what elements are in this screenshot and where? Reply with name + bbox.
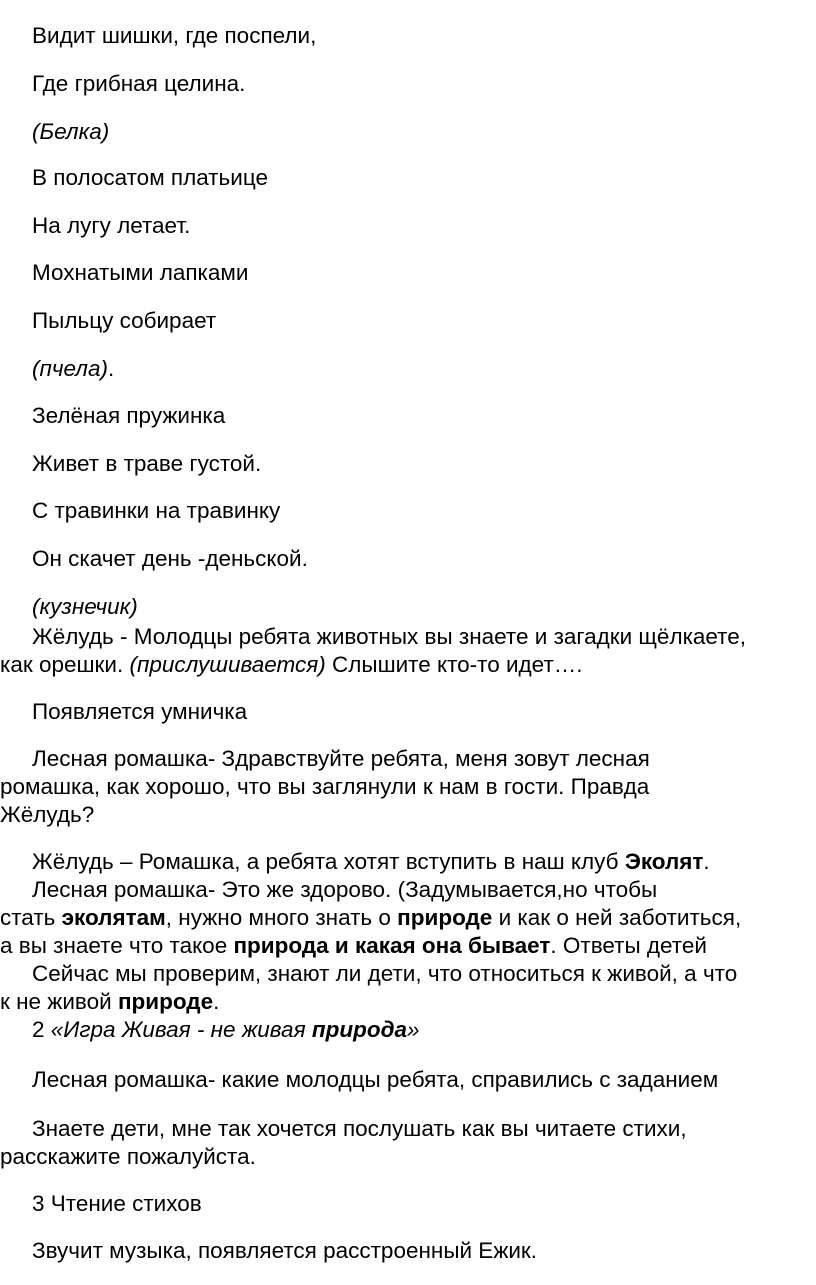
text-run: стать <box>0 905 62 930</box>
paragraph-line: Лесная ромашка- Здравствуйте ребята, меня зовут лесная <box>32 746 650 771</box>
text-run: к не живой <box>0 989 118 1014</box>
stage-direction: (прислушивается) <box>129 652 326 677</box>
riddle-line: Он скачет день -деньской. <box>32 546 308 571</box>
text-run: , нужно много знать о <box>165 905 398 930</box>
game-title-close: » <box>407 1017 420 1042</box>
game-title-emphasis: природа <box>311 1017 408 1042</box>
game-heading <box>0 1016 816 1044</box>
riddle-line: Живет в траве густой. <box>32 451 262 476</box>
riddle-answer <box>0 118 816 146</box>
paragraph-line: Знаете дети, мне так хочется послушать как вы читаете стихи, <box>32 1116 687 1141</box>
bold-term: природа и какая она бывает <box>233 933 551 958</box>
paragraph-line: Жёлудь? <box>0 802 95 827</box>
text-run: как орешки. <box>0 652 130 677</box>
riddle-answer <box>0 593 816 621</box>
paragraph-line: Жёлудь - Молодцы ребята животных вы знаете и загадки щёлкаете, <box>32 624 747 649</box>
riddle-answer-text: (кузнечик) <box>32 594 138 619</box>
text-run: и как о ней заботиться, <box>492 905 742 930</box>
riddle-line: В полосатом платьице <box>32 165 268 190</box>
bold-term: эколятам <box>61 905 166 930</box>
text-run: . Ответы детей <box>550 933 707 958</box>
bold-term: природе <box>117 989 214 1014</box>
bold-term: Эколят <box>624 849 704 874</box>
riddle-answer-tail: . <box>107 356 115 381</box>
paragraph-line: Сейчас мы проверим, знают ли дети, что относиться к живой, а что <box>32 961 738 986</box>
stage-direction: Появляется умничка <box>32 699 248 724</box>
stage-direction: Звучит музыка, появляется расстроенный Ежик. <box>32 1238 538 1263</box>
riddle-line: На лугу летает. <box>32 213 191 238</box>
paragraph-line: ромашка, как хорошо, что вы заглянули к нам в гости. Правда <box>0 774 650 799</box>
paragraph-line <box>0 904 816 932</box>
text-run: Слышите кто-то идет…. <box>325 652 583 677</box>
section-heading: 3 Чтение стихов <box>32 1191 202 1216</box>
game-title: «Игра Живая - не живая <box>50 1017 312 1042</box>
text-run: Жёлудь – Ромашка, а ребята хотят вступить в наш клуб <box>32 849 625 874</box>
riddle-line: Мохнатыми лапками <box>32 260 249 285</box>
text-run: . <box>213 989 220 1014</box>
riddle-answer-text: (Белка) <box>32 119 110 144</box>
riddle-answer-text: (пчела) <box>32 356 108 381</box>
paragraph-line: Лесная ромашка- какие молодцы ребята, справились с заданием <box>32 1067 719 1092</box>
riddle-line: Видит шишки, где поспели, <box>32 23 317 48</box>
paragraph-line <box>0 988 816 1016</box>
text-run: . <box>703 849 710 874</box>
riddle-line: Где грибная целина. <box>32 71 246 96</box>
riddle-line: Зелёная пружинка <box>32 403 226 428</box>
paragraph-line <box>0 848 816 876</box>
paragraph-line: расскажите пожалуйста. <box>0 1144 256 1169</box>
paragraph-line: Лесная ромашка- Это же здорово. (Задумывается,но чтобы <box>32 877 658 902</box>
paragraph-line <box>0 932 816 960</box>
riddle-answer <box>0 355 816 383</box>
riddle-line: Пыльцу собирает <box>32 308 217 333</box>
text-run: а вы знаете что такое <box>0 933 234 958</box>
paragraph-line <box>0 651 816 679</box>
riddle-line: С травинки на травинку <box>32 498 281 523</box>
game-number: 2 <box>32 1017 51 1042</box>
bold-term: природе <box>397 905 493 930</box>
